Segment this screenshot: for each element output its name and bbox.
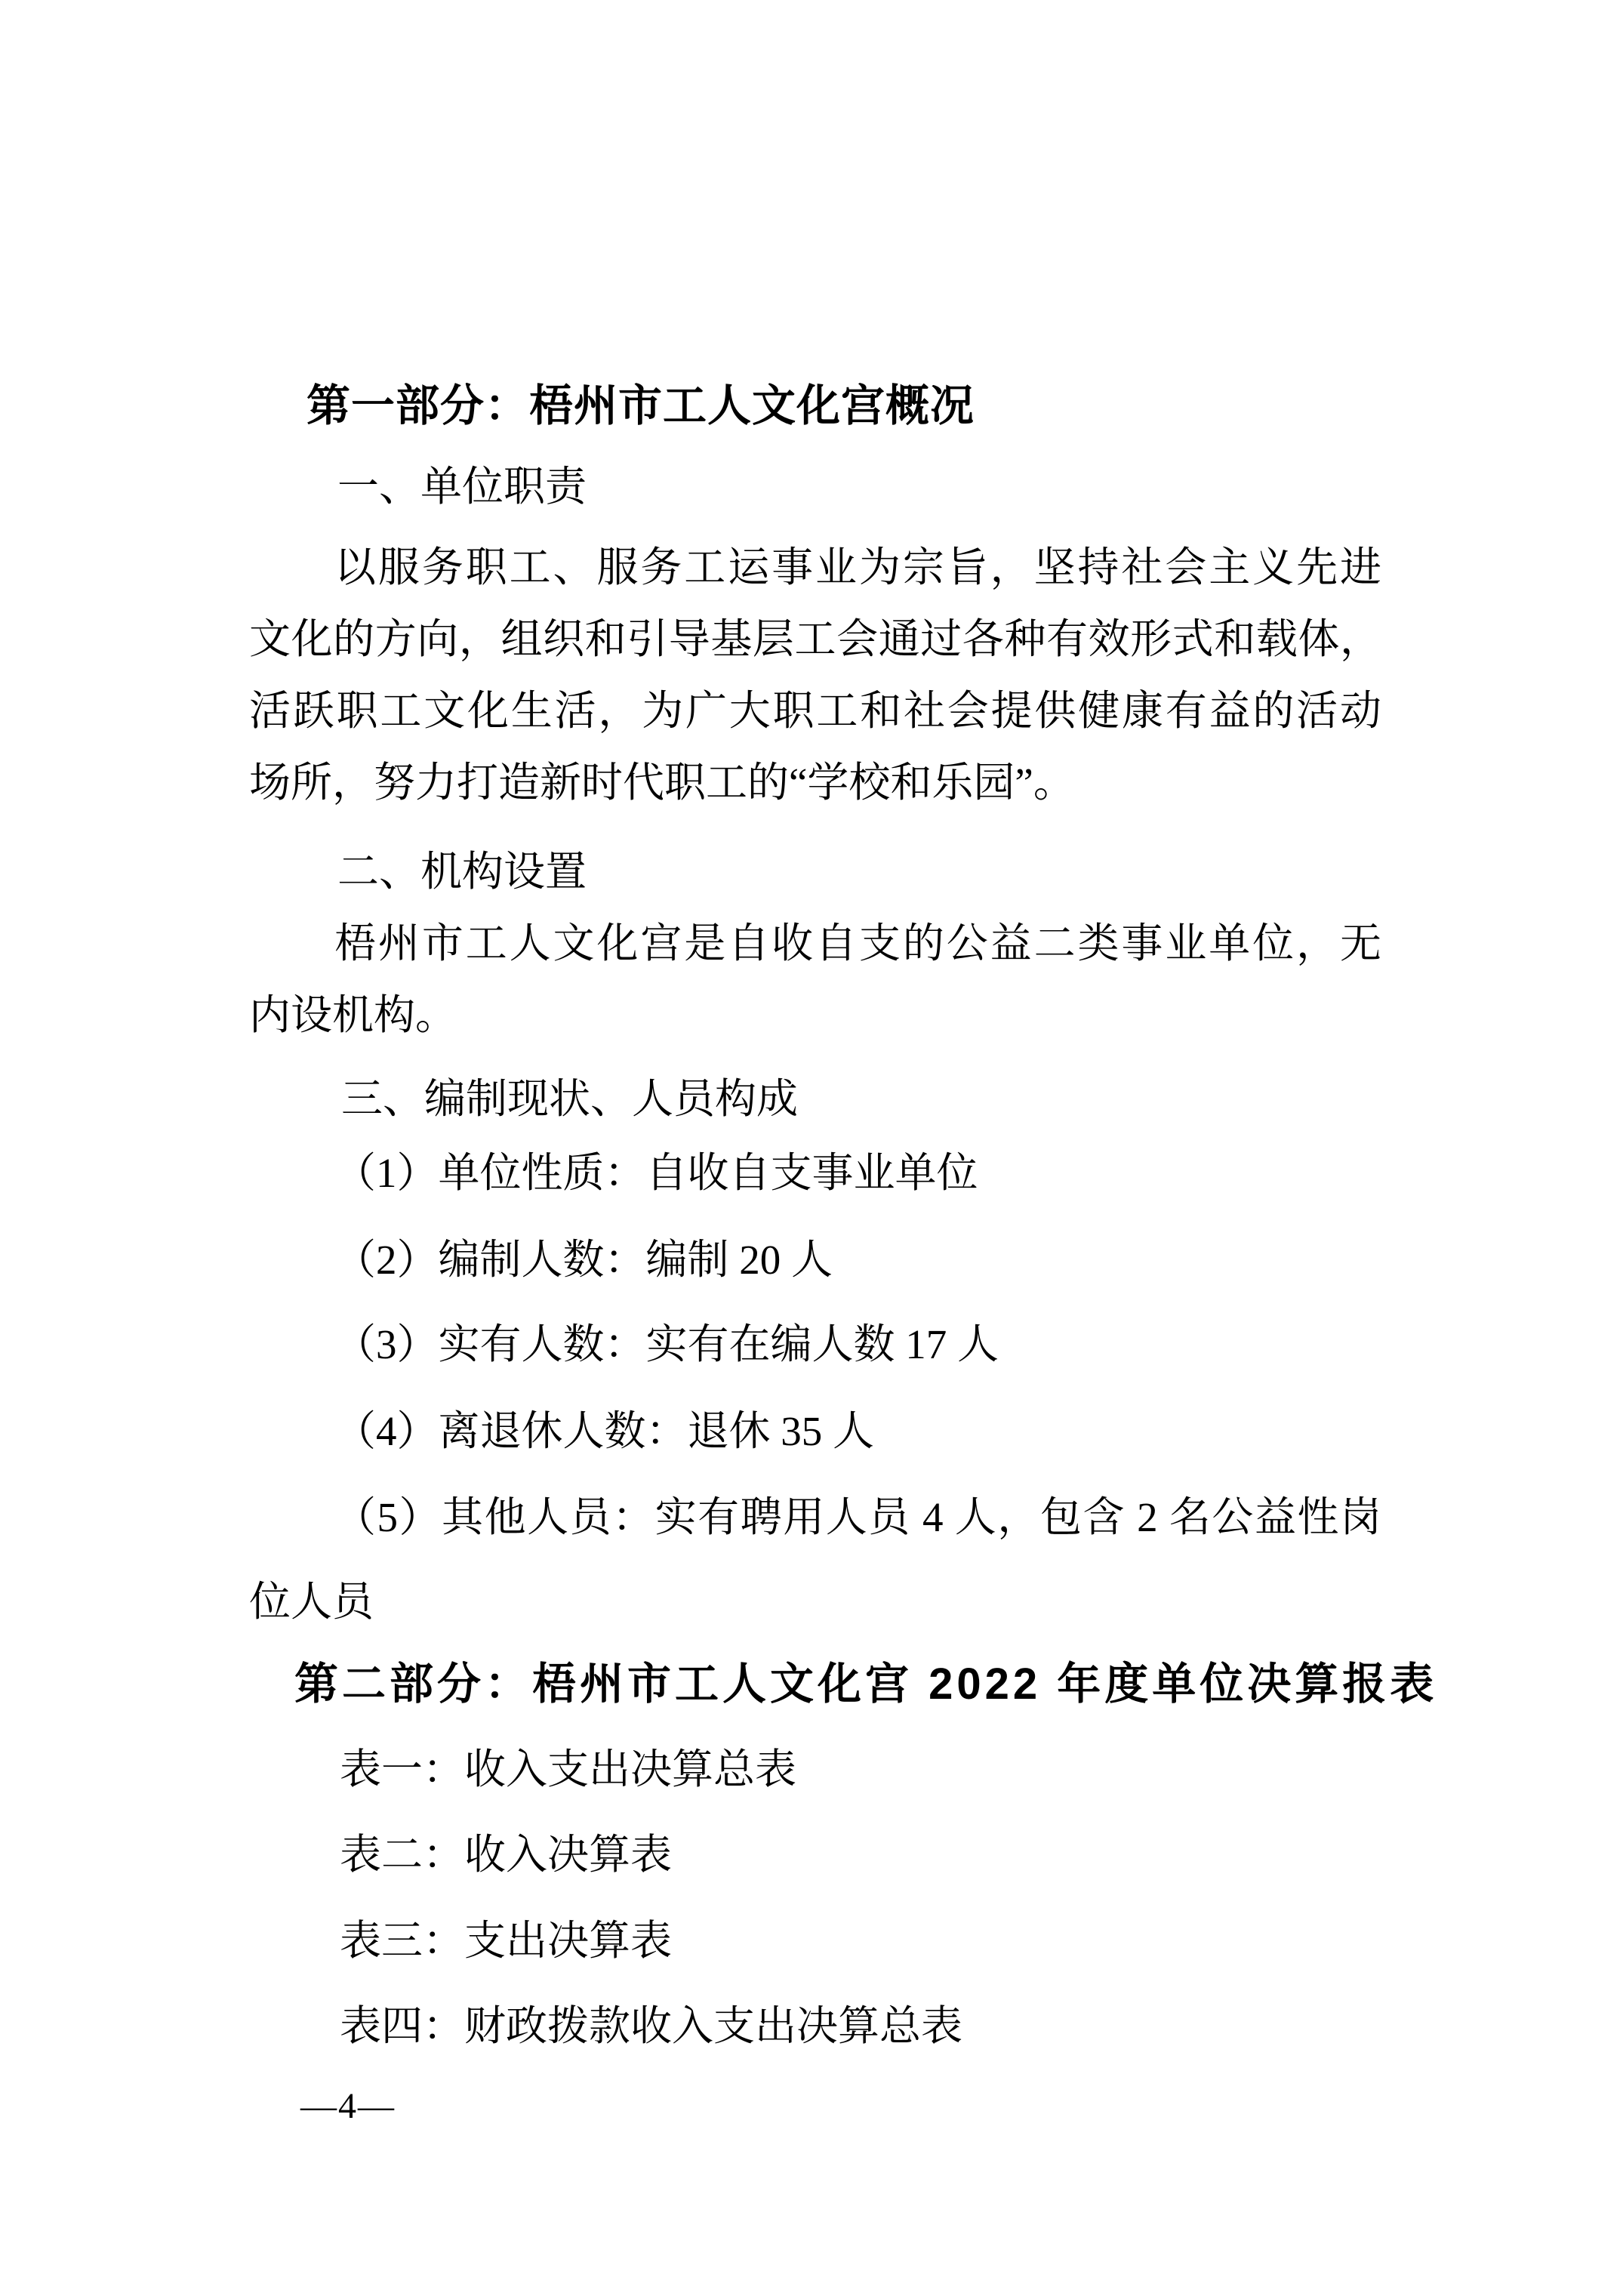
- section2-title: 二、机构设置: [337, 849, 587, 895]
- section3-item: （1）单位性质：自收自支事业单位: [334, 1150, 978, 1196]
- section3-title: 三、编制现状、人员构成: [341, 1076, 799, 1122]
- page-number: —4—: [300, 2086, 396, 2126]
- section1-paragraph-line: 场所，努力打造新时代职工的“学校和乐园”。: [249, 760, 1075, 806]
- part1-heading: 第一部分：梧州市工人文化宫概况: [306, 381, 975, 430]
- section3-item: （5）其他人员：实有聘用人员 4 人，包含 2 名公益性岗: [334, 1494, 1381, 1540]
- section1-paragraph-line: 活跃职工文化生活，为广大职工和社会提供健康有益的活动: [249, 688, 1381, 734]
- section2-paragraph-line: 梧州市工人文化宫是自收自支的公益二类事业单位，无: [334, 920, 1381, 966]
- table-list-item: 表一：收入支出决算总表: [340, 1746, 797, 1792]
- section1-paragraph-line: 以服务职工、服务工运事业为宗旨，坚持社会主义先进: [334, 544, 1381, 590]
- table-list-item: 表四：财政拨款收入支出决算总表: [340, 2003, 963, 2049]
- section1-paragraph-line: 文化的方向，组织和引导基层工会通过各种有效形式和载体，: [249, 616, 1381, 662]
- section3-item: （3）实有人数：实有在编人数 17 人: [334, 1321, 999, 1367]
- section3-item-continuation: 位人员: [249, 1579, 374, 1625]
- part2-heading: 第二部分：梧州市工人文化宫 2022 年度单位决算报表: [294, 1660, 1438, 1709]
- section1-title: 一、单位职责: [337, 464, 587, 510]
- table-list-item: 表二：收入决算表: [340, 1832, 673, 1878]
- section3-item: （4）离退休人数：退休 35 人: [334, 1408, 875, 1454]
- section3-item: （2）编制人数：编制 20 人: [334, 1237, 833, 1283]
- section2-paragraph-line: 内设机构。: [249, 992, 457, 1038]
- table-list-item: 表三：支出决算表: [340, 1918, 673, 1964]
